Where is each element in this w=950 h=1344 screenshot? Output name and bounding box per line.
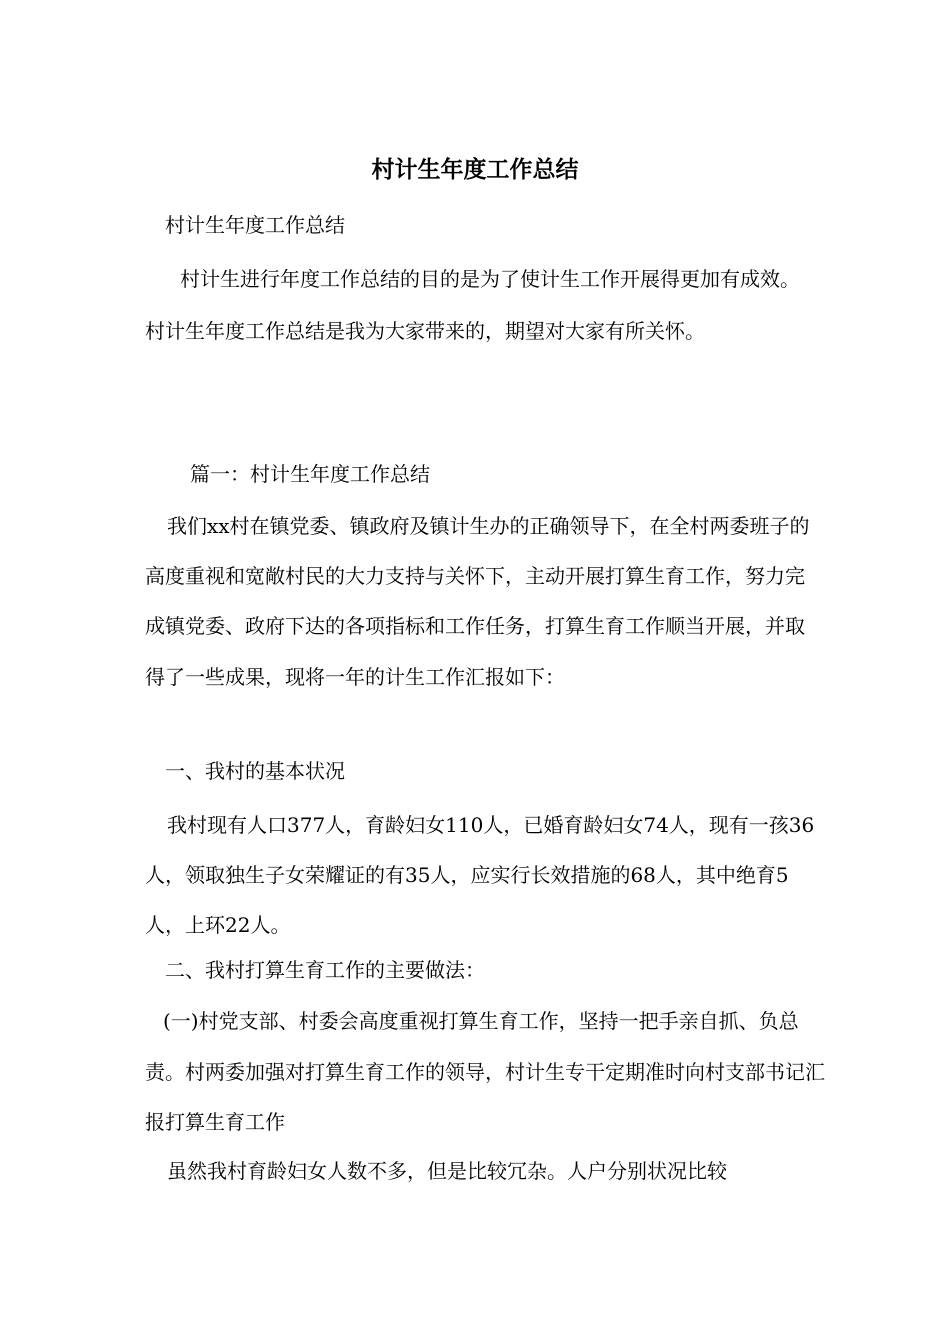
- body-paragraph-3: (一)村党支部、村委会高度重视打算生育工作，坚持一把手亲自抓、负总责。村两委加强对打算生育工作的领导，村计生专干定期准时向村支部书记汇报打算生育工作: [145, 1009, 825, 1134]
- document-subtitle: 村计生年度工作总结: [165, 213, 345, 237]
- body-paragraph-4: 虽然我村育龄妇女人数不多，但是比较冗杂。人户分别状况比较: [167, 1159, 727, 1183]
- section-heading-2: 二、我村打算生育工作的主要做法：: [165, 958, 485, 982]
- body-paragraph-1: 我们xx村在镇党委、镇政府及镇计生办的正确领导下，在全村两委班子的高度重视和宽敞村民的大力支持与关怀下，主动开展打算生育工作，努力完成镇党委、政府下达的各项指标和工作任务，打算生育工作顺当开展，并取得了一些成果，现将一年的计生工作汇报如下：: [145, 514, 810, 689]
- section-heading-1: 一、我村的基本状况: [165, 759, 345, 783]
- document-title: 村计生年度工作总结: [371, 156, 579, 183]
- body-paragraph-2: 我村现有人口377人，育龄妇女110人，已婚育龄妇女74人，现有一孩36人，领取独生子女荣耀证的有35人，应实行长效措施的68人，其中绝育5人，上环22人。: [145, 813, 815, 937]
- chapter-heading: 篇一：村计生年度工作总结: [190, 462, 430, 486]
- intro-paragraph: 村计生进行年度工作总结的目的是为了使计生工作开展得更加有成效。村计生年度工作总结是我为大家带来的，期望对大家有所关怀。: [145, 267, 800, 343]
